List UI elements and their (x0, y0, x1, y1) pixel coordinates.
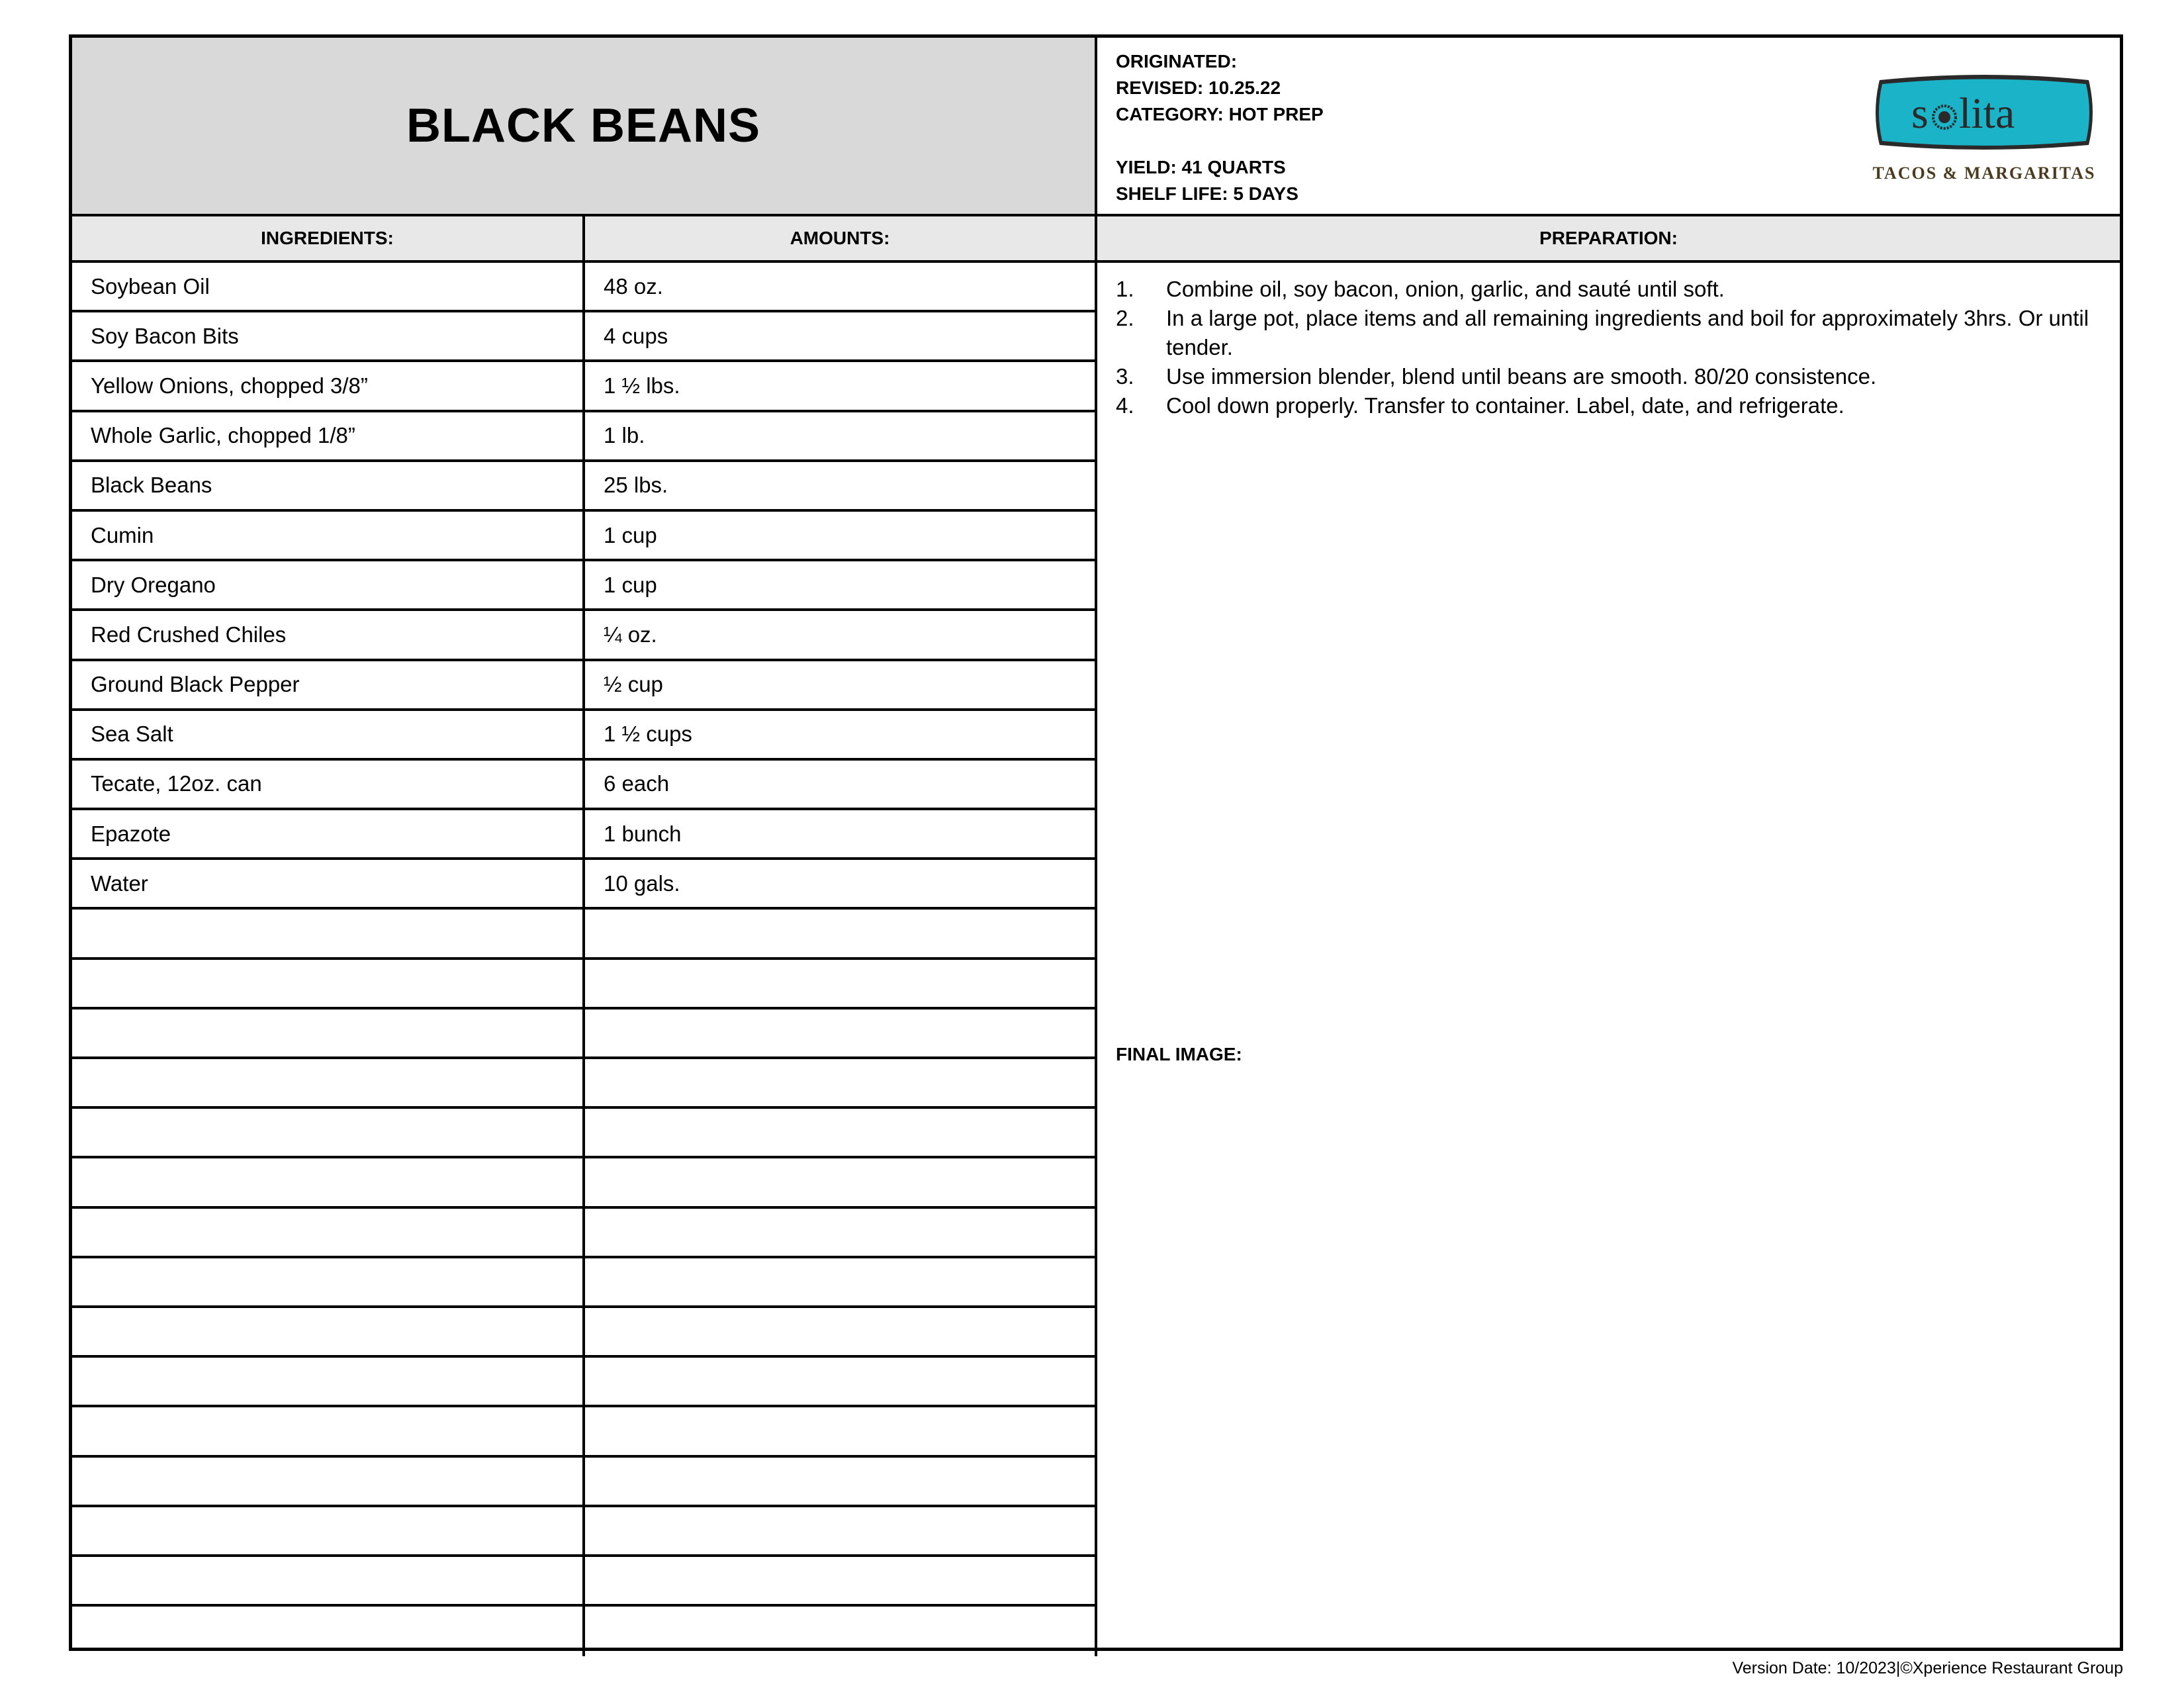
ingredient-name: Water (72, 860, 585, 907)
ingredient-name: Ground Black Pepper (72, 661, 585, 708)
table-row (72, 412, 1095, 462)
yield-label: YIELD: 41 QUARTS (1116, 157, 1286, 177)
ingredient-name (72, 960, 585, 1007)
ingredient-amount (585, 1358, 1095, 1405)
ingredient-amount (585, 1507, 1095, 1554)
revised-date: REVISED: 10.25.22 (1116, 77, 1281, 98)
ingredient-name: Epazote (72, 810, 585, 857)
ingredient-amount (585, 960, 1095, 1007)
ingredient-amount: 6 each (604, 771, 670, 796)
ingredient-name (72, 1009, 585, 1056)
table-row (72, 561, 1095, 611)
table-row (72, 1557, 1095, 1607)
ingredient-name (72, 1258, 585, 1305)
ingredient-name (72, 1507, 585, 1554)
table-row (72, 462, 1095, 512)
table-row (72, 1358, 1095, 1407)
step-text: Use immersion blender, blend until beans are smooth. 80/20 consistence. (1166, 364, 1877, 389)
ingredient-amount (585, 1407, 1095, 1454)
ingredient-name: Yellow Onions, chopped 3/8” (72, 362, 585, 409)
ingredient-name: Black Beans (72, 462, 585, 509)
preparation-step (1116, 391, 2095, 420)
ingredient-amount (585, 1557, 1095, 1604)
ingredient-amount: ¼ oz. (604, 622, 657, 647)
ingredient-name: Soybean Oil (72, 263, 585, 310)
ingredient-amount (585, 1607, 1095, 1656)
table-row (72, 362, 1095, 412)
table-row (72, 1507, 1095, 1557)
ingredient-amount: ½ cup (604, 672, 663, 697)
table-row (72, 761, 1095, 810)
preparation-step (1116, 362, 2095, 391)
preparation-step (1116, 275, 2095, 304)
version-footer: Version Date: 10/2023|©Xperience Restaurant Group (1732, 1659, 2123, 1677)
ingredient-name (72, 1358, 585, 1405)
ingredient-name (72, 1109, 585, 1156)
ingredients-header: INGREDIENTS: (72, 216, 585, 263)
ingredient-amount (585, 1458, 1095, 1505)
ingredient-name: Whole Garlic, chopped 1/8” (72, 412, 585, 459)
ingredient-name (72, 1158, 585, 1205)
step-number: 2. (1116, 306, 1134, 330)
table-row (72, 960, 1095, 1009)
ingredient-amount: 48 oz. (604, 273, 663, 299)
table-row (72, 1258, 1095, 1308)
ingredient-name (72, 1308, 585, 1355)
ingredient-amount: 25 lbs. (604, 473, 668, 498)
ingredient-name: Dry Oregano (72, 561, 585, 608)
table-row (72, 711, 1095, 761)
ingredients-table (72, 263, 1097, 1656)
shelf-life-label: SHELF LIFE: 5 DAYS (1116, 183, 1298, 204)
table-row (72, 312, 1095, 362)
table-row (72, 1607, 1095, 1656)
ingredient-amount (585, 1308, 1095, 1355)
preparation-step (1116, 304, 2095, 362)
step-text: Combine oil, soy bacon, onion, garlic, and sauté until soft. (1166, 277, 1725, 301)
table-row (72, 611, 1095, 661)
ingredient-name: Red Crushed Chiles (72, 611, 585, 658)
ingredient-amount: 1 bunch (604, 821, 682, 846)
ingredient-name: Soy Bacon Bits (72, 312, 585, 359)
table-row (72, 1209, 1095, 1258)
table-row (72, 1458, 1095, 1507)
step-number: 4. (1116, 393, 1134, 418)
ingredient-name (72, 1458, 585, 1505)
step-text: In a large pot, place items and all remaining ingredients and boil for approximately 3hrs. Or until tender. (1166, 306, 2089, 359)
solita-logo (1870, 71, 2098, 154)
preparation-header: PREPARATION: (1097, 216, 2120, 263)
ingredient-amount: 1 cup (604, 572, 657, 597)
table-row (72, 1407, 1095, 1457)
ingredient-name: Sea Salt (72, 711, 585, 758)
table-row (72, 661, 1095, 711)
ingredient-name: Cumin (72, 512, 585, 559)
ingredient-name (72, 1407, 585, 1454)
ingredient-name (72, 1607, 585, 1656)
recipe-card (69, 34, 2123, 1651)
step-number: 1. (1116, 277, 1134, 301)
originated-label: ORIGINATED: (1116, 51, 1238, 71)
category-label: CATEGORY: HOT PREP (1116, 104, 1324, 124)
ingredient-amount: 1 cup (604, 522, 657, 547)
svg-text:lita: lita (1959, 89, 2015, 138)
logo-tagline: TACOS & MARGARITAS (1872, 164, 2096, 183)
title-cell (72, 38, 1097, 216)
table-row (72, 860, 1095, 910)
ingredient-amount: 1 ½ lbs. (604, 373, 680, 398)
ingredient-name (72, 1209, 585, 1256)
ingredient-name (72, 910, 585, 957)
ingredient-amount (585, 1158, 1095, 1205)
table-row (72, 1109, 1095, 1158)
table-row (72, 810, 1095, 860)
ingredient-amount (585, 910, 1095, 957)
step-text: Cool down properly. Transfer to container. Label, date, and refrigerate. (1166, 393, 1844, 418)
ingredient-amount (585, 1059, 1095, 1106)
table-row (72, 1308, 1095, 1358)
ingredient-name: Tecate, 12oz. can (72, 761, 585, 808)
final-image-label: FINAL IMAGE: (1116, 1044, 1242, 1064)
table-row (72, 1158, 1095, 1208)
step-number: 3. (1116, 364, 1134, 389)
ingredient-amount (585, 1109, 1095, 1156)
ingredient-amount (585, 1009, 1095, 1056)
table-row (72, 263, 1095, 312)
ingredient-name (72, 1557, 585, 1604)
preparation-steps (1116, 275, 2095, 420)
ingredient-amount: 1 ½ cups (604, 722, 692, 747)
ingredient-amount: 10 gals. (604, 870, 680, 896)
table-row (72, 512, 1095, 561)
preparation-area (1097, 263, 2120, 1648)
table-row (72, 1009, 1095, 1059)
ingredient-amount (585, 1209, 1095, 1256)
ingredient-amount: 4 cups (604, 323, 668, 348)
svg-text:s: s (1911, 89, 1929, 138)
table-row (72, 1059, 1095, 1109)
ingredient-name (72, 1059, 585, 1106)
ingredient-amount (585, 1258, 1095, 1305)
recipe-info-cell (1097, 38, 2120, 216)
recipe-title: BLACK BEANS (406, 99, 760, 152)
table-row (72, 910, 1095, 959)
ingredient-amount: 1 lb. (604, 423, 645, 448)
amounts-header: AMOUNTS: (585, 216, 1097, 263)
